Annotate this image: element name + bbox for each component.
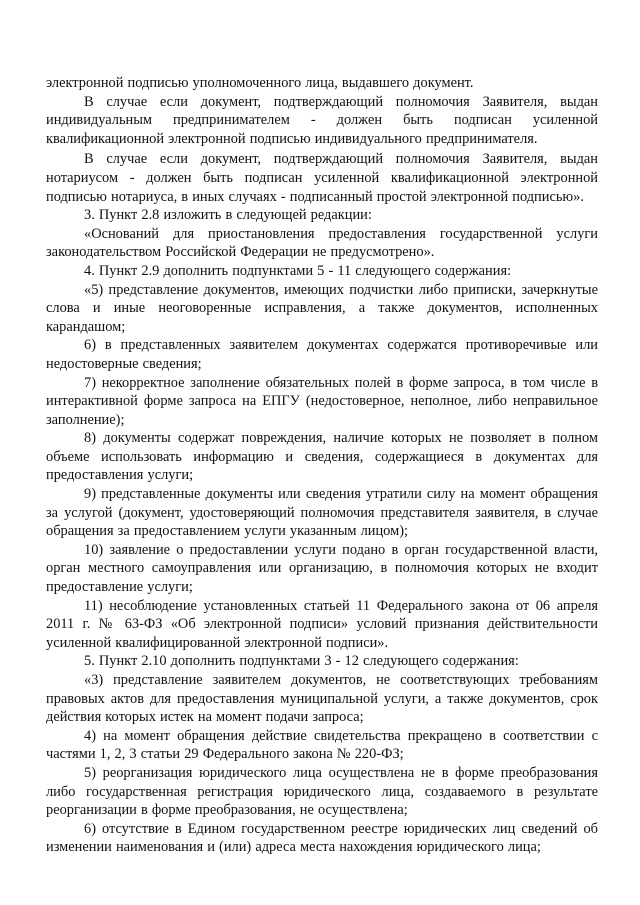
paragraph-entrepreneur: В случае если документ, подтверждающий полномочия Заявителя, выдан индивидуальным предпринимателем - должен быть подписан усиленной квалификационной электронной подписью индивидуального предпринимателя. [46,93,598,147]
paragraph-sub-7: 7) некорректное заполнение обязательных полей в форме запроса, в том числе в интерактивной форме запроса на ЕПГУ (недостоверное, неполное, либо неправильное заполнение); [46,374,598,428]
paragraph-sub-11: 11) несоблюдение установленных статьей 11 Федерального закона от 06 апреля 2011 г. № 63-ФЗ «Об электронной подписи» условий признания действительности усиленной квалифицированной электронной подписи». [46,597,598,651]
paragraph-continuation: электронной подписью уполномоченного лица, выдавшего документ. [46,75,474,91]
paragraph-sub-3: «3) представление заявителем документов, не соответствующих требованиям правовых актов для предоставления муниципальной услуги, а также документов, срок действия которых истек на момент подачи запроса; [46,672,598,726]
paragraph-sub-10: 10) заявление о предоставлении услуги подано в орган государственной власти, орган местного самоуправления или организацию, в полномочия которых не входит предоставление услуги; [46,541,598,596]
paragraph-sub-6b: 6) отсутствие в Едином государственном реестре юридических лиц сведений об изменении наименования и (или) адреса места нахождения юридического лица; [46,820,598,856]
paragraph-notary: В случае если документ, подтверждающий полномочия Заявителя, выдан нотариусом - должен быть подписан усиленной квалификационной электронной подписью нотариуса, в иных случаях - подписанный простой электронной подписью». [46,151,598,205]
paragraph-quote-2-8: «Оснований для приостановления предоставления государственной услуги законодательством Российской Федерации не предусмотрено». [46,225,598,261]
paragraph-sub-4: 4) на момент обращения действие свидетельства прекращено в соответствии с частями 1, 2, 3 статьи 29 Федерального закона № 220-ФЗ; [46,727,598,763]
paragraph-sub-5b: 5) реорганизация юридического лица осуществлена не в форме преобразования либо государственная регистрация юридического лица, создаваемого в результате реорганизации в форме преобразования, не осуществлена; [46,764,598,819]
paragraph-sub-8: 8) документы содержат повреждения, наличие которых не позволяет в полном объеме использовать информацию и сведения, содержащиеся в документах для предоставления услуги; [46,430,598,484]
paragraph-item-4: 4. Пункт 2.9 дополнить подпунктами 5 - 11 следующего содержания: [84,262,512,279]
paragraph-item-5: 5. Пункт 2.10 дополнить подпунктами 3 - 12 следующего содержания: [84,653,519,670]
paragraph-item-3: 3. Пункт 2.8 изложить в следующей редакции: [84,207,372,224]
paragraph-sub-5: «5) представление документов, имеющих подчистки либо приписки, зачеркнутые слова и иные неоговоренные исправления, а также документов, исполненных карандашом; [46,281,598,335]
paragraph-sub-9: 9) представленные документы или сведения утратили силу на момент обращения за услугой (документ, удостоверяющий полномочия представителя заявителя, в случае обращения за предоставлением услуги указанным лицом); [46,486,598,540]
paragraph-sub-6: 6) в представленных заявителем документах содержатся противоречивые или недостоверные сведения; [46,337,598,372]
